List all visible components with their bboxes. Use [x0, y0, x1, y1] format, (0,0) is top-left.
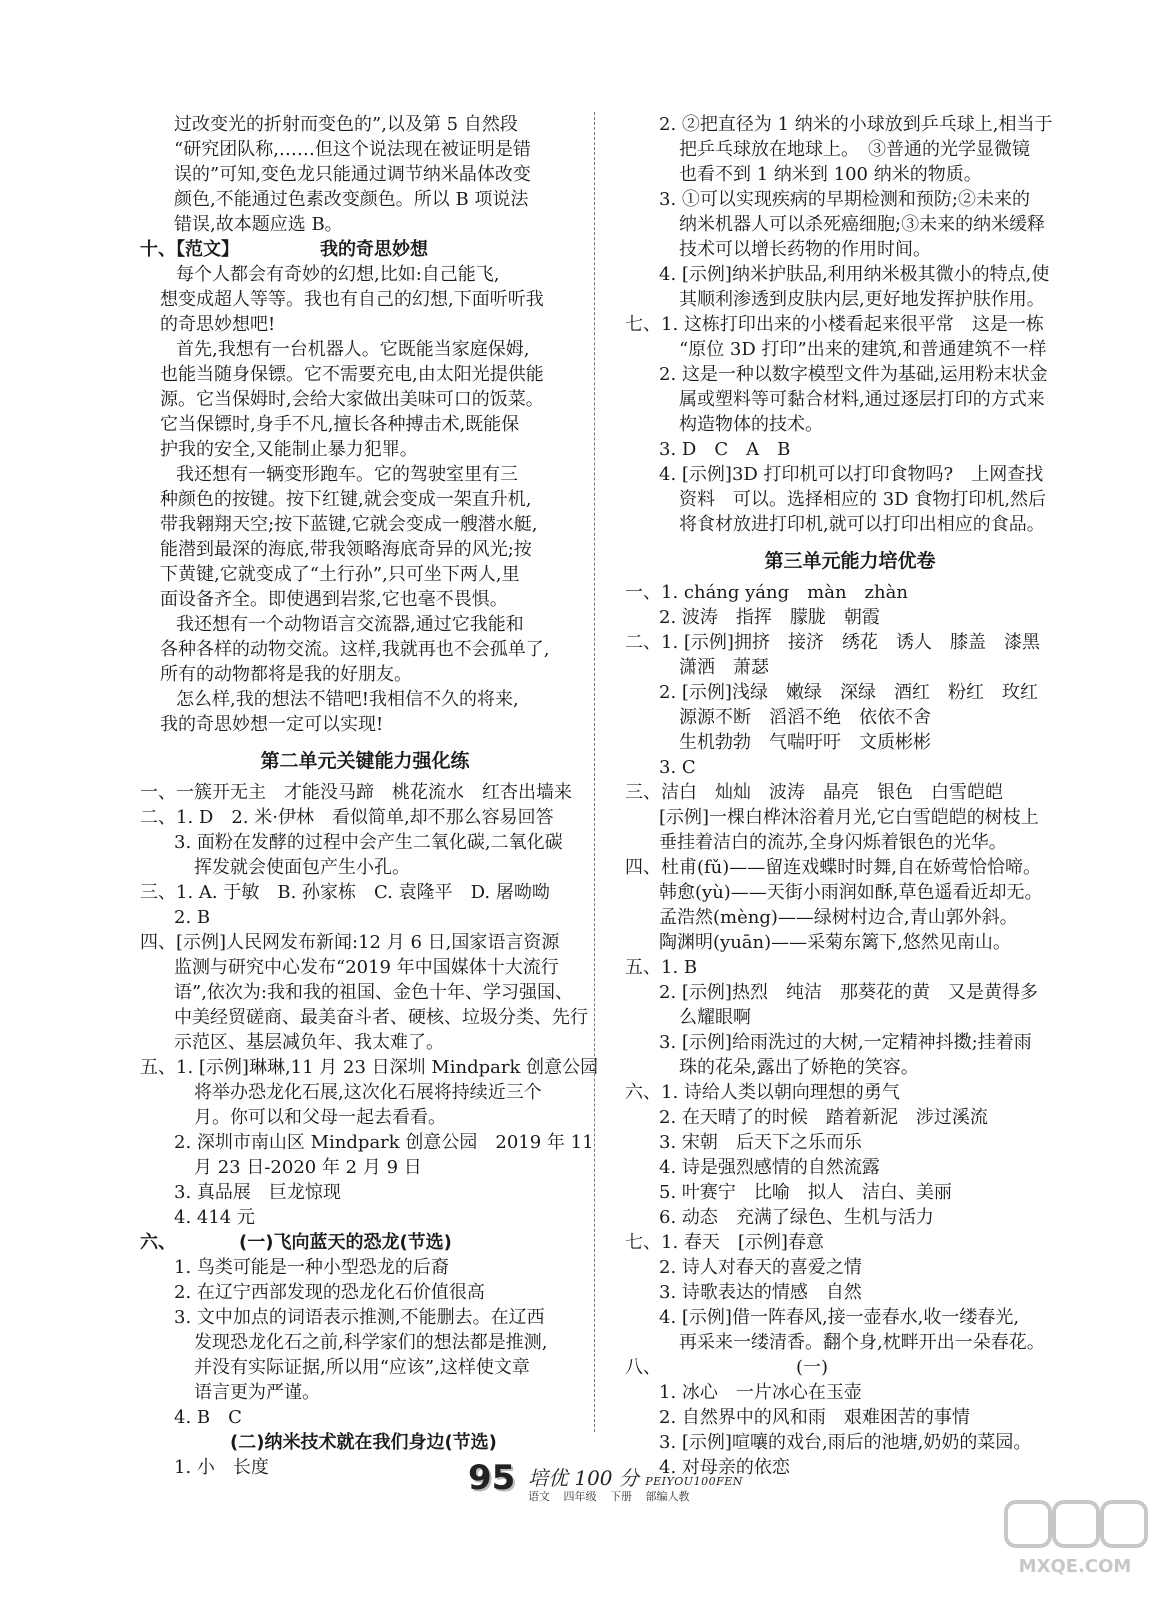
left-text-line: 二、1. D 2. 米·伊林 看似简单,却不那么容易回答 — [140, 807, 554, 828]
right-text-line: 4. [示例]借一阵春风,接一壶春水,收一缕春光, — [659, 1307, 1020, 1328]
right-text-line: 2. ②把直径为 1 纳米的小球放到乒乓球上,相当于 — [659, 114, 1053, 135]
left-text-line: 错误,故本题应选 B。 — [174, 214, 343, 235]
right-text-line: 也看不到 1 纳米到 100 纳米的物质。 — [679, 164, 982, 185]
brand-name: 培优 100 分 — [528, 1466, 639, 1490]
left-text-line: 十、【范文】 我的奇思妙想 — [140, 239, 428, 260]
left-text-line: 并没有实际证据,所以用“应该”,这样使文章 — [194, 1357, 530, 1378]
left-text-line: 护我的安全,又能制止暴力犯罪。 — [160, 439, 418, 460]
right-text-line: 七、1. 春天 [示例]春意 — [625, 1232, 824, 1253]
left-text-line: 种颜色的按键。按下红键,就会变成一架直升机, — [160, 489, 532, 510]
left-text-line: 三、1. A. 于敏 B. 孙家栋 C. 袁隆平 D. 屠呦呦 — [140, 882, 550, 903]
right-text-line: 五、1. B — [625, 957, 698, 978]
watermark — [1000, 1496, 1150, 1586]
right-text-line: 2. 诗人对春天的喜爱之情 — [659, 1257, 862, 1278]
left-text-line: 一、一簇开无主 才能没马蹄 桃花流水 红杏出墙来 — [140, 782, 572, 803]
left-text-line: 3. 文中加点的词语表示推测,不能删去。在辽西 — [174, 1307, 545, 1328]
right-section-title: 第三单元能力培优卷 — [764, 550, 936, 572]
left-text-line: 将举办恐龙化石展,这次化石展将持续近三个 — [194, 1082, 542, 1103]
right-text-line: 把乒乓球放在地球上。 ③普通的光学显微镜 — [679, 139, 1030, 160]
left-text-line: 四、[示例]人民网发布新闻:12 月 6 日,国家语言资源 — [140, 932, 560, 953]
right-text-line: 2. [示例]浅绿 嫩绿 深绿 酒红 粉红 玫红 — [659, 682, 1038, 703]
page-number: 95 — [468, 1458, 516, 1498]
right-text-line: 2. 这是一种以数字模型文件为基础,运用粉末状金 — [659, 364, 1048, 385]
left-text-line: 过改变光的折射而变色的”,以及第 5 自然段 — [174, 114, 518, 135]
left-text-line: 我还想有一个动物语言交流器,通过它我能和 — [176, 614, 524, 635]
right-text-line: 2. [示例]热烈 纯洁 那葵花的黄 又是黄得多 — [659, 982, 1038, 1003]
right-text-line: 3. 诗歌表达的情感 自然 — [659, 1282, 862, 1303]
left-text-line: 带我翱翔天空;按下蓝键,它就会变成一艘潜水艇, — [160, 514, 538, 535]
left-text-line: 所有的动物都将是我的好朋友。 — [160, 664, 412, 685]
left-text-line: 面设备齐全。即使遇到岩浆,它也毫不畏惧。 — [160, 589, 508, 610]
right-text-line: 5. 叶赛宁 比喻 拟人 洁白、美丽 — [659, 1182, 952, 1203]
right-text-line: 珠的花朵,露出了娇艳的笑容。 — [679, 1057, 919, 1078]
left-text-line: 误的”可知,变色龙只能通过调节纳米晶体改变 — [174, 164, 531, 185]
left-text-line: 4. 414 元 — [174, 1207, 255, 1228]
right-text-line: 将食材放进打印机,就可以打印出相应的食品。 — [679, 514, 1045, 535]
brand-name-en: PEIYOU100FEN — [645, 1475, 743, 1488]
right-text-line: 4. [示例]纳米护肤品,利用纳米极其微小的特点,使 — [659, 264, 1050, 285]
right-text-line: 潇洒 萧瑟 — [679, 657, 769, 678]
left-text-line: 想变成超人等等。我也有自己的幻想,下面听听我 — [160, 289, 544, 310]
left-text-line: 五、1. [示例]琳琳,11 月 23 日深圳 Mindpark 创意公园 — [140, 1057, 599, 1078]
left-text-line: 语”,依次为:我和我的祖国、金色十年、学习强国、 — [174, 982, 573, 1003]
right-text-line: 3. D C A B — [659, 439, 791, 460]
brand-logo — [528, 1462, 743, 1491]
right-text-line: 三、洁白 灿灿 波涛 晶亮 银色 白雪皑皑 — [625, 782, 1003, 803]
left-text-line: 它当保镖时,身手不凡,擅长各种搏击术,既能保 — [160, 414, 520, 435]
left-text-line: 中美经贸磋商、最美奋斗者、硬核、垃圾分类、先行 — [174, 1007, 588, 1028]
right-text-line: 陶渊明(yuān)——采菊东篱下,悠然见南山。 — [659, 932, 1011, 953]
column-divider — [594, 112, 595, 1432]
left-text-line: 1. 小 长度 — [174, 1457, 269, 1478]
right-column — [625, 112, 1075, 1480]
left-text-line: 示范区、基层减负年、我太难了。 — [174, 1032, 444, 1053]
left-text-line: 颜色,不能通过色素改变颜色。所以 B 项说法 — [174, 189, 529, 210]
right-text-line: 3. ①可以实现疾病的早期检测和预防;②未来的 — [659, 189, 1030, 210]
left-text-line: 源。它当保姆时,会给大家做出美味可口的饭菜。 — [160, 389, 544, 410]
right-text-line: 垂挂着洁白的流苏,全身闪烁着银色的光华。 — [659, 832, 1007, 853]
left-text-line: (二)纳米技术就在我们身边(节选) — [140, 1432, 497, 1453]
right-text-line: 3. [示例]喧嚷的戏台,雨后的池塘,奶奶的菜园。 — [659, 1432, 1032, 1453]
left-text-line: 挥发就会使面包产生小孔。 — [194, 857, 410, 878]
left-text-line: 3. 真品展 巨龙惊现 — [174, 1182, 341, 1203]
left-text-line: 2. B — [174, 907, 211, 928]
left-text-line: 4. B C — [174, 1407, 242, 1428]
answer-stamp-icon — [1000, 1496, 1150, 1556]
right-text-line: 2. 在天晴了的时候 踏着新泥 涉过溪流 — [659, 1107, 988, 1128]
right-text-line: 3. 宋朝 后天下之乐而乐 — [659, 1132, 862, 1153]
right-text-line: “原位 3D 打印”出来的建筑,和普通建筑不一样 — [679, 339, 1047, 360]
right-text-line: 3. C — [659, 757, 696, 778]
edition-label: 部编人教 — [645, 1490, 690, 1503]
left-text-line: 2. 在辽宁西部发现的恐龙化石价值很高 — [174, 1282, 485, 1303]
right-text-line: 二、1. [示例]拥挤 接济 绣花 诱人 膝盖 漆黑 — [625, 632, 1040, 653]
right-text-line: 四、杜甫(fǔ)——留连戏蝶时时舞,自在娇莺恰恰啼。 — [625, 857, 1042, 878]
right-text-line: [示例]一棵白桦沐浴着月光,它白雪皑皑的树枝上 — [659, 807, 1039, 828]
right-text-line: 七、1. 这栋打印出来的小楼看起来很平常 这是一栋 — [625, 314, 1044, 335]
subject-label: 语文 — [528, 1490, 550, 1503]
right-text-line: 4. 对母亲的依恋 — [659, 1457, 790, 1478]
right-text-line: 技术可以增长药物的作用时间。 — [679, 239, 931, 260]
left-text-line: 我还想有一辆变形跑车。它的驾驶室里有三 — [176, 464, 518, 485]
right-text-line: 孟浩然(mèng)——绿树村边合,青山郭外斜。 — [659, 907, 1018, 928]
left-text-line: 月 23 日-2020 年 2 月 9 日 — [194, 1157, 422, 1178]
right-text-line: 6. 动态 充满了绿色、生机与活力 — [659, 1207, 934, 1228]
left-section-title: 第二单元关键能力强化练 — [260, 750, 470, 772]
right-text-line: 再采来一缕清香。翻个身,枕畔开出一朵春花。 — [679, 1332, 1045, 1353]
right-text-line: 2. 自然界中的风和雨 艰难困苦的事情 — [659, 1407, 970, 1428]
right-text-line: 八、 (一) — [625, 1357, 829, 1378]
book-meta — [528, 1488, 700, 1504]
right-text-line: 构造物体的技术。 — [679, 414, 823, 435]
right-text-line: 一、1. cháng yáng màn zhàn — [625, 582, 908, 603]
watermark-text: MXQE.COM — [1018, 1556, 1132, 1577]
left-text-line: 每个人都会有奇妙的幻想,比如:自己能飞, — [176, 264, 500, 285]
left-text-line: 监测与研究中心发布“2019 年中国媒体十大流行 — [174, 957, 559, 978]
left-text-line: 2. 深圳市南山区 Mindpark 创意公园 2019 年 11 — [174, 1132, 594, 1153]
left-text-line: 3. 面粉在发酵的过程中会产生二氧化碳,二氧化碳 — [174, 832, 563, 853]
left-text-line: 各种各样的动物交流。这样,我就再也不会孤单了, — [160, 639, 550, 660]
right-text-line: 其顺利渗透到皮肤内层,更好地发挥护肤作用。 — [679, 289, 1045, 310]
left-column — [140, 112, 599, 1480]
right-text-line: 2. 波涛 指挥 朦胧 朝霞 — [659, 607, 880, 628]
right-text-line: 资料 可以。选择相应的 3D 食物打印机,然后 — [679, 489, 1047, 510]
left-text-line: 怎么样,我的想法不错吧!我相信不久的将来, — [176, 689, 519, 710]
volume-label: 下册 — [610, 1490, 632, 1503]
left-text-line: 发现恐龙化石之前,科学家们的想法都是推测, — [194, 1332, 548, 1353]
page-footer — [0, 1452, 1165, 1512]
right-text-line: 纳米机器人可以杀死癌细胞;③未来的纳米缓释 — [679, 214, 1046, 235]
right-text-line: 1. 冰心 一片冰心在玉壶 — [659, 1382, 862, 1403]
left-text-line: 下黄键,它就变成了“土行孙”,只可坐下两人,里 — [160, 564, 520, 585]
right-text-line: 4. 诗是强烈感情的自然流露 — [659, 1157, 880, 1178]
left-text-line: 首先,我想有一台机器人。它既能当家庭保姆, — [176, 339, 530, 360]
left-text-line: 六、 (一)飞向蓝天的恐龙(节选) — [140, 1232, 452, 1253]
right-text-line: 么耀眼啊 — [679, 1007, 751, 1028]
right-text-line: 3. [示例]给雨洗过的大树,一定精神抖擞;挂着雨 — [659, 1032, 1032, 1053]
grade-label: 四年级 — [563, 1490, 597, 1503]
left-text-line: 我的奇思妙想一定可以实现! — [160, 714, 384, 735]
right-text-line: 生机勃勃 气喘吁吁 文质彬彬 — [679, 732, 931, 753]
left-text-line: 1. 鸟类可能是一种小型恐龙的后裔 — [174, 1257, 449, 1278]
left-text-line: 也能当随身保镖。它不需要充电,由太阳光提供能 — [160, 364, 544, 385]
right-text-line: 4. [示例]3D 打印机可以打印食物吗? 上网查找 — [659, 464, 1044, 485]
right-text-line: 源源不断 滔滔不绝 依依不舍 — [679, 707, 931, 728]
left-text-line: “研究团队称,……但这个说法现在被证明是错 — [174, 139, 531, 160]
left-text-line: 的奇思妙想吧! — [160, 314, 276, 335]
right-text-line: 韩愈(yù)——天街小雨润如酥,草色遥看近却无。 — [659, 882, 1043, 903]
left-text-line: 语言更为严谨。 — [194, 1382, 320, 1403]
right-text-line: 属或塑料等可黏合材料,通过逐层打印的方式来 — [679, 389, 1045, 410]
right-text-line: 六、1. 诗给人类以朝向理想的勇气 — [625, 1082, 900, 1103]
left-text-line: 能潜到最深的海底,带我领略海底奇异的风光;按 — [160, 539, 532, 560]
left-text-line: 月。你可以和父母一起去看看。 — [194, 1107, 446, 1128]
